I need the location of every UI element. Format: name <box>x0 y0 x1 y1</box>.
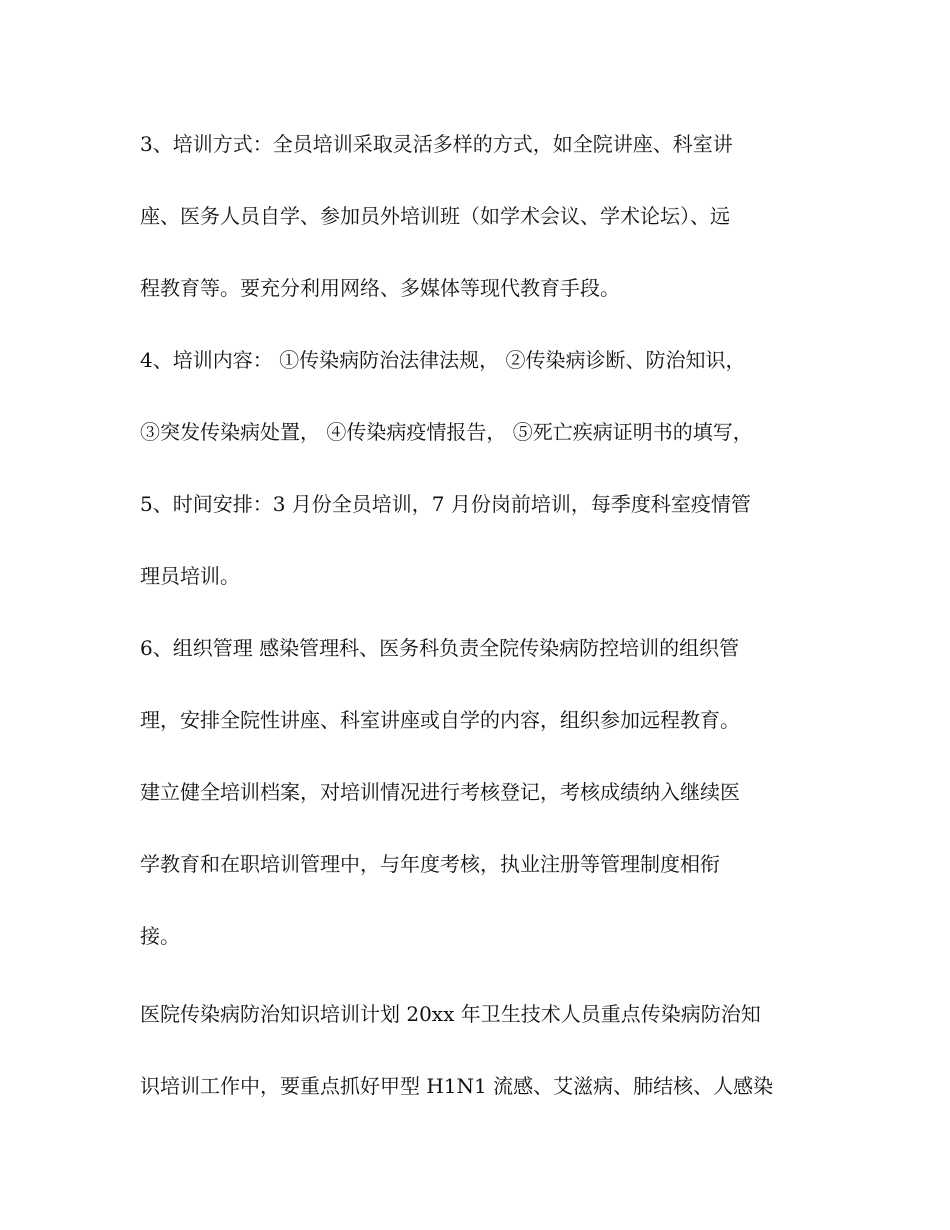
text-line: 理，安排全院性讲座、科室讲座或自学的内容，组织参加远程教育。 <box>140 708 740 732</box>
text-line: 理员培训。 <box>140 564 240 588</box>
text-line: 6、组织管理 感染管理科、医务科负责全院传染病防控培训的组织管 <box>140 636 740 660</box>
text-line: 学教育和在职培训管理中，与年度考核，执业注册等管理制度相衔 <box>140 852 720 876</box>
text-line: 5、时间安排：3 月份全员培训，7 月份岗前培训，每季度科室疫情管 <box>140 492 751 516</box>
text-line: 医院传染病防治知识培训计划 20xx 年卫生技术人员重点传染病防治知 <box>140 1002 761 1026</box>
text-line: ③突发传染病处置， ④传染病疫情报告， ⑤死亡疾病证明书的填写， <box>140 420 753 444</box>
text-line: 程教育等。要充分利用网络、多媒体等现代教育手段。 <box>140 276 620 300</box>
text-line: 建立健全培训档案，对培训情况进行考核登记，考核成绩纳入继续医 <box>140 780 740 804</box>
text-line: 4、培训内容： ①传染病防治法律法规， ②传染病诊断、防治知识， <box>140 348 746 372</box>
text-line: 接。 <box>140 924 180 948</box>
text-line: 3、培训方式：全员培训采取灵活多样的方式，如全院讲座、科室讲 <box>140 132 733 156</box>
text-line: 识培训工作中，要重点抓好甲型 H1N1 流感、艾滋病、肺结核、人感染 <box>140 1074 774 1098</box>
text-line: 座、医务人员自学、参加员外培训班（如学术会议、学术论坛）、远 <box>140 204 730 228</box>
